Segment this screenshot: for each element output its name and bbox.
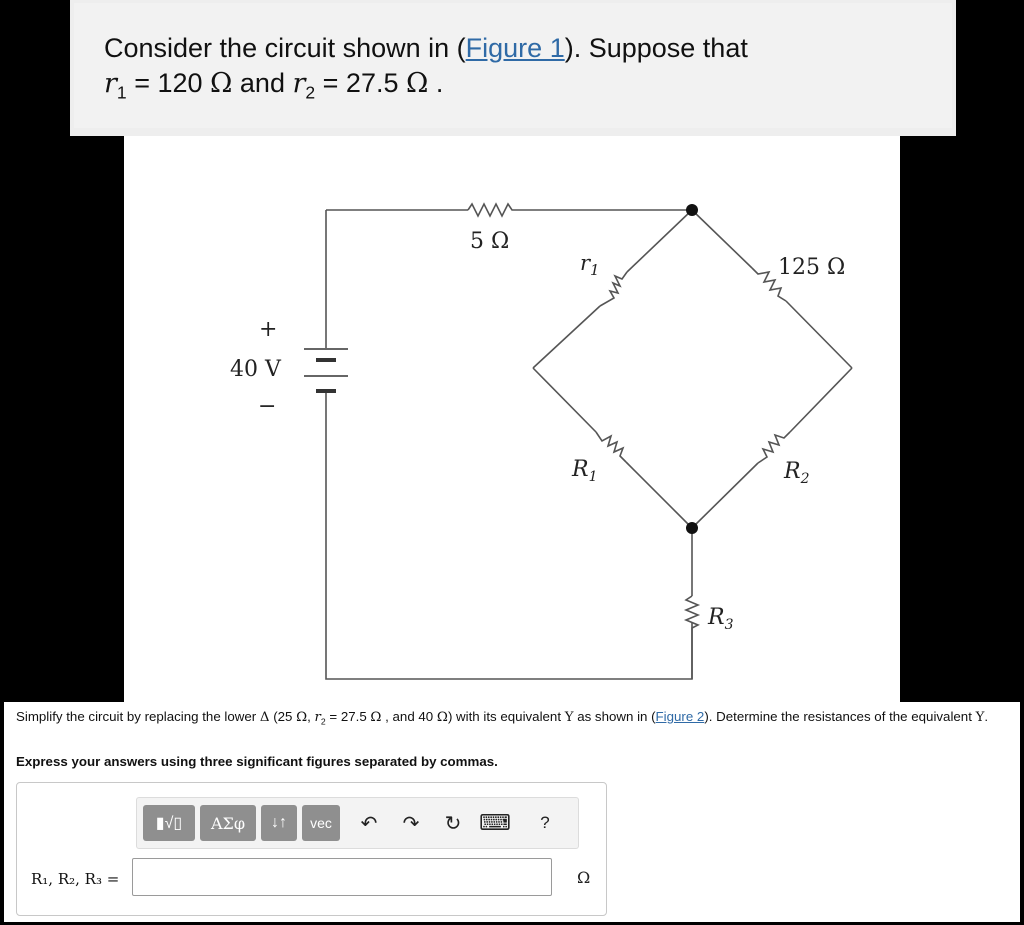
question-panel [4,702,1020,922]
answer-instructions: Express your answers using three significant figures separated by commas. [16,754,498,769]
answer-label: R₁, R₂, R₃ = [31,870,120,888]
circuit-diagram [124,136,900,702]
wire-R2-upper [790,368,852,432]
figure-1-link[interactable]: Figure 1 [465,33,565,63]
wire-125-lower [786,301,852,368]
figure-2-link[interactable]: Figure 2 [655,709,705,724]
resistor-R2-label: $R_2$ [784,459,810,487]
resistor-r1-label: $r_1$ [580,251,600,279]
resistor-125-ohm-label: 125 Ω [778,255,846,280]
wire-r1-lower [533,306,600,368]
node-bottom [686,522,698,534]
node-top [686,204,698,216]
greek-symbols-button[interactable]: ΑΣφ [200,805,256,841]
wire-left-lower-bottom [326,392,692,679]
arrows-button[interactable]: ↓↑ [261,805,297,841]
units-label: Ω [577,868,591,887]
undo-icon[interactable]: ↶ [360,812,378,835]
resistor-5-ohm [468,204,516,216]
math-toolbar [136,797,579,849]
resistor-r1 [600,272,627,306]
answer-box [16,782,607,916]
circuit-figure [124,136,900,702]
battery-plus-label: + [259,317,278,342]
resistor-R3 [686,596,698,679]
resistor-R3-label: $R_3$ [708,605,734,633]
templates-button[interactable]: ▮√▯ [143,805,195,841]
wire-R1-upper [533,368,596,432]
reset-icon[interactable]: ↻ [444,812,462,835]
help-button[interactable]: ? [540,813,550,832]
resistor-R1-label: $R_1$ [572,457,598,485]
circuit-wires [326,204,852,679]
wire-125-upper [692,210,752,268]
answer-input[interactable] [132,858,552,896]
battery-minus-label: − [258,394,277,419]
wire-r1-upper [627,210,692,272]
question-text: Simplify the circuit by replacing the lower Δ (25 Ω, $r_2 = 27.5$ Ω , and 40 Ω) with its equivalent Y as shown in (Figure 2). Determine the resistances of the equivalent Y. [16,709,989,727]
wire-R2-lower [692,463,758,528]
battery [304,349,348,391]
resistor-R1 [596,432,626,462]
resistor-5-ohm-label: 5 Ω [470,229,510,254]
prompt-line-2: $r_1 = 120$ Ω and $r_2 = 27.5$ Ω . [104,68,444,103]
keyboard-icon[interactable]: ⌨ [479,810,511,835]
wire-R1-lower [626,462,692,528]
prompt-line-1: Consider the circuit shown in (Figure 1). Suppose that [104,33,748,63]
vector-button[interactable]: vec [302,805,340,841]
problem-header [70,0,956,136]
battery-voltage-label: 40 V [230,357,281,382]
redo-icon[interactable]: ↷ [402,812,420,835]
